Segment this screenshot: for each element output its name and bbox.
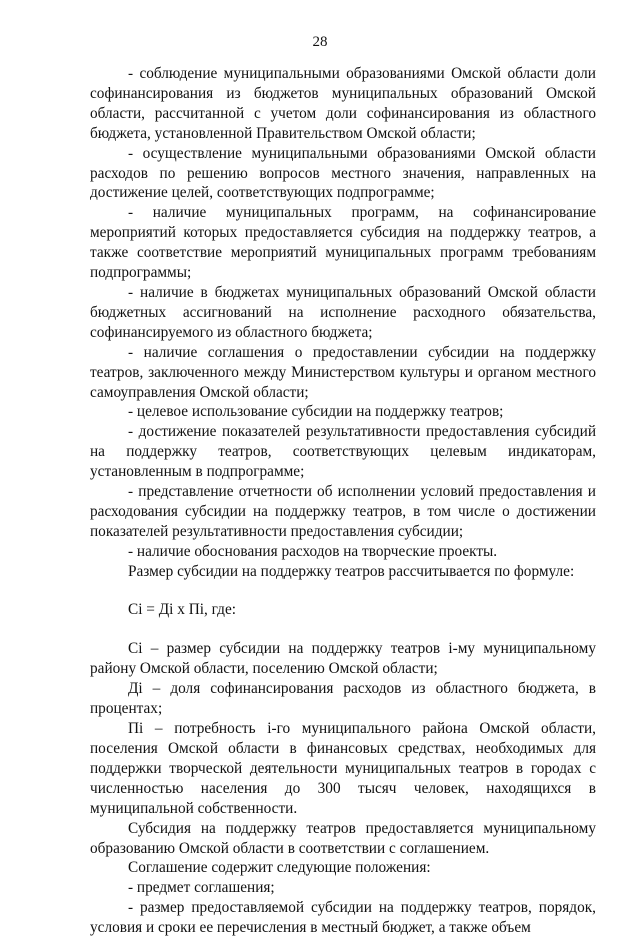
list-item: - осуществление муниципальными образованиями Омской области расходов по решению вопросов местного значения, направленных на достижение целей, соответствующих подпрограмме; bbox=[90, 144, 596, 202]
list-item: - достижение показателей результативности предоставления субсидий на поддержку театров, соответствующих целевым индикаторам, установленным в подпрограмме; bbox=[90, 423, 596, 481]
document-body bbox=[90, 64, 596, 938]
list-item: - предмет соглашения; bbox=[128, 879, 275, 897]
formula-intro: Размер субсидии на поддержку театров рассчитывается по формуле: bbox=[128, 562, 575, 580]
list-item: - соблюдение муниципальными образованиями Омской области доли софинансирования из бюджетов муниципальных образований Омской области, рассчитанной с учетом доли софинансирования из областного бюджета, установленной Правительством Омской области; bbox=[90, 65, 596, 142]
formula: Ci = Дi х Пi, где: bbox=[128, 600, 236, 618]
paragraph: Субсидия на поддержку театров предоставляется муниципальному образованию Омской области в соответствии с соглашением. bbox=[90, 819, 596, 857]
paragraph: Соглашение содержит следующие положения: bbox=[128, 859, 431, 877]
definition-pi: Пi – потребность i-го муниципального района Омской области, поселения Омской области в финансовых средствах, необходимых для поддержки творческой деятельности муниципальных театров в городах с численностью населения до 300 тысяч человек, находящихся в муниципальной собственности. bbox=[90, 720, 596, 817]
list-item: - представление отчетности об исполнении условий предоставления и расходования субсидии на поддержку театров, в том числе о достижении показателей результативности предоставления субсидии; bbox=[90, 483, 596, 540]
definition-ci: Ci – размер субсидии на поддержку театров i-му муниципальному району Омской области, поселению Омской области; bbox=[90, 640, 596, 678]
list-item: - размер предоставляемой субсидии на поддержку театров, порядок, условия и сроки ее перечисления в местный бюджет, а также объем bbox=[90, 899, 596, 937]
list-item: - наличие соглашения о предоставлении субсидии на поддержку театров, заключенного между Министерством культуры и органом местного самоуправления Омской области; bbox=[90, 343, 596, 401]
definition-di: Дi – доля софинансирования расходов из областного бюджета, в процентах; bbox=[90, 680, 596, 718]
list-item: - наличие муниципальных программ, на софинансирование мероприятий которых предоставляется субсидия на поддержку театров, а также соответствие мероприятий муниципальных программ требованиям подпрограммы; bbox=[90, 204, 596, 282]
list-item: - целевое использование субсидии на поддержку театров; bbox=[128, 403, 504, 421]
list-item: - наличие в бюджетах муниципальных образований Омской области бюджетных ассигнований на исполнение расходного обязательства, софинансируемого из областного бюджета; bbox=[90, 283, 596, 341]
page-number: 28 bbox=[312, 34, 328, 50]
list-item: - наличие обоснования расходов на творческие проекты. bbox=[128, 542, 498, 560]
